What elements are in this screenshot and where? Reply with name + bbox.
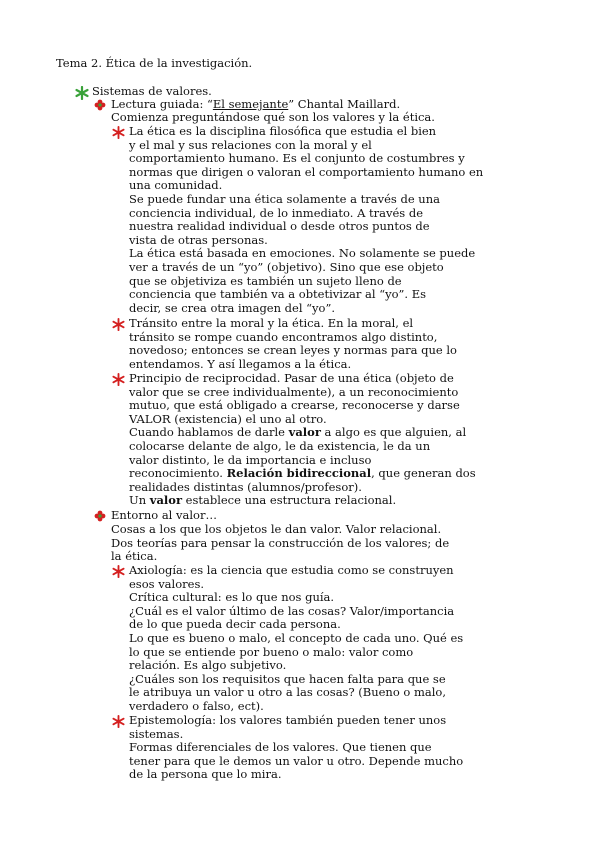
point-text: Tránsito entre la moral y la ética. En la moral, el tránsito se rompe cuando encontramos algo distinto, novedoso; entonces se crean leyes y normas para que lo entendamos. Y así llegamos a la ética. bbox=[129, 316, 457, 371]
green-star-icon bbox=[75, 86, 89, 100]
subsection-lead: Lectura guiada: “El semejante” Chantal Maillard. bbox=[111, 97, 401, 111]
point-text: Axiología: es la ciencia que estudia como se construyen esos valores. Crítica cultural: es lo que nos guía. ¿Cuál es el valor último de las cosas? Valor/importancia de lo que pueda decir cada persona. Lo que es bueno o malo, el concepto de cada uno. Qué es lo que se entiende por bueno o malo: valor como relación. Es algo subjetivo. ¿Cuáles son los requisitos que hacen falta para que se le atribuya un valor u otro a las cosas? (Bueno o malo, verdadero o falso, ect). bbox=[129, 563, 464, 713]
section-heading: Sistemas de valores. bbox=[92, 84, 212, 98]
point-text: La ética es la disciplina filosófica que estudia el bien y el mal y sus relaciones con la moral y el comportamiento humano. Es el conjunto de costumbres y normas que dirigen o valoran el comportamiento humano en una comunidad. Se puede fundar una ética solamente a través de una conciencia individual, de lo inmediato. A través de nuestra realidad individual o desde otros puntos de vista de otras personas. La ética está basada en emociones. No solamente se puede ver a través de un “yo” (objetivo). Sino que ese objeto que se objetiviza es también un sujeto lleno de conciencia que también va a obtetivizar al “yo”. Es decir, se crea otra imagen del “yo”. bbox=[129, 124, 484, 315]
subsection-lead: Entorno al valor… bbox=[111, 508, 217, 522]
reading-title: El semejante bbox=[212, 97, 289, 111]
subsection-text: Comienza preguntándose qué son los valores y la ética. bbox=[111, 110, 435, 124]
point-text: Epistemología: los valores también pueden tener unos sistemas. Formas diferenciales de los valores. Que tienen que tener para que le demos un valor u otro. Depende mucho de la persona que lo mira. bbox=[129, 713, 464, 782]
document-title: Tema 2. Ética de la investigación. bbox=[56, 56, 253, 70]
red-star-icon bbox=[112, 126, 126, 140]
red-star-icon bbox=[112, 565, 126, 579]
red-star-icon bbox=[112, 715, 126, 729]
point-text: Principio de reciprocidad. Pasar de una ética (objeto de valor que se cree individualmente), a un reconocimiento mutuo, que está obligado a crearse, reconocerse y darse VALOR (existencia) el uno al otro. Cuando hablamos de darle valor a algo es que alguien, al colocarse delante de algo, le da existencia, le da un valor distinto, le da importancia e incluso reconocimiento. Relación bidireccional, que generan dos realidades distintas (alumnos/profesor). Un valor establece una estructura relacional. bbox=[129, 371, 476, 508]
red-star-icon bbox=[112, 318, 126, 332]
red-star-icon bbox=[112, 373, 126, 387]
red-flower-icon bbox=[94, 510, 108, 524]
subsection-text: Cosas a los que los objetos le dan valor. Valor relacional. Dos teorías para pensar la construcción de los valores; de la ética. bbox=[111, 522, 450, 564]
red-flower-icon bbox=[94, 99, 108, 113]
